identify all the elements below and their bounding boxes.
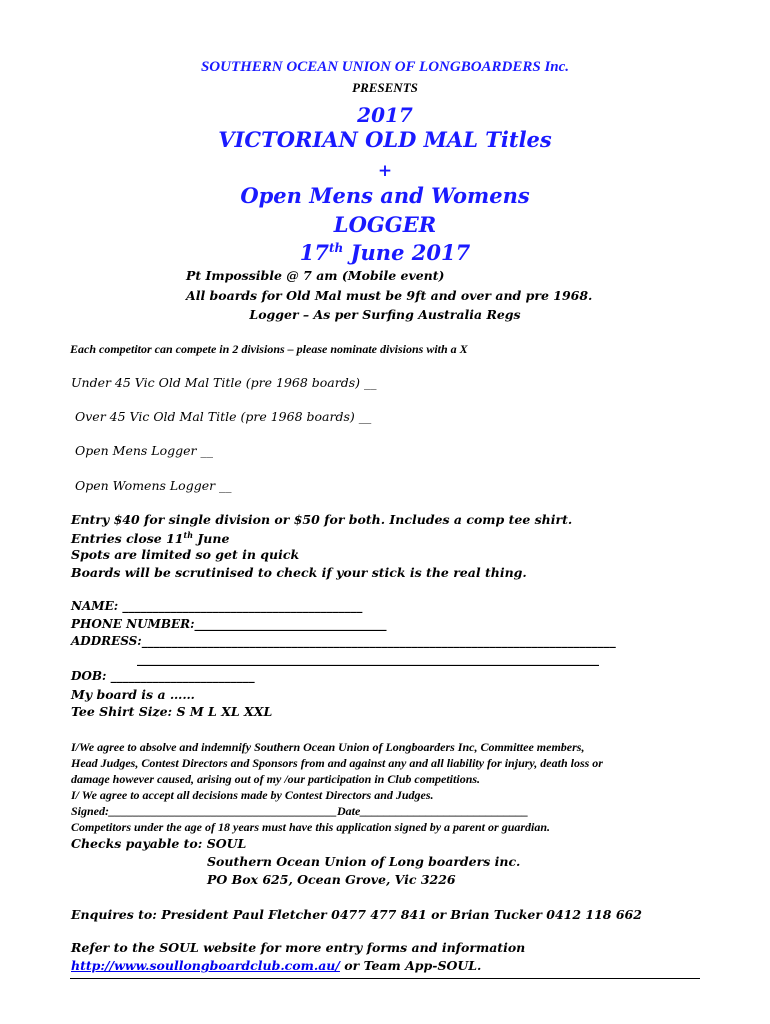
event-subtitle-1: Open Mens and Womens [240, 183, 530, 208]
waiver-line-2: Head Judges, Contest Directors and Sponsors from and against any and all liability for injury, death loss or [71, 756, 603, 770]
event-date-suffix: th [329, 241, 344, 255]
board-field[interactable]: My board is a …… [71, 687, 195, 702]
location-line: Pt Impossible @ 7 am (Mobile event) [186, 268, 445, 283]
divisions-instruction: Each competitor can compete in 2 divisions – please nominate divisions with a X [70, 342, 468, 356]
signature-field[interactable]: Signed:______________________________________Date____________________________ [71, 804, 529, 818]
footer-rule [70, 978, 700, 979]
name-field[interactable]: NAME: ________________________________________ [71, 599, 363, 613]
org-name: SOUTHERN OCEAN UNION OF LONGBOARDERS Inc. [200, 59, 570, 75]
website-suffix: or Team App-SOUL. [339, 958, 482, 973]
division-item-womens-logger: Open Womens Logger __ [75, 478, 232, 493]
boards-scrutinised: Boards will be scrutinised to check if your stick is the real thing. [71, 565, 527, 580]
logger-rule-line: Logger – As per Surfing Australia Regs [249, 307, 521, 322]
entries-close [71, 530, 229, 546]
checks-payable: Checks payable to: SOUL [71, 836, 247, 851]
minors-notice: Competitors under the age of 18 years must have this application signed by a parent or guardian. [71, 820, 551, 834]
waiver-line-3: damage however caused, arising out of my /our participation in Club competitions. [71, 772, 481, 786]
website-link[interactable]: http://www.soullongboardclub.com.au/ [71, 958, 340, 973]
plus-sign: + [377, 161, 393, 181]
website-line [71, 958, 481, 973]
enquiries-line: Enquires to: President Paul Fletcher 0477 477 841 or Brian Tucker 0412 118 662 [71, 907, 642, 922]
address-field[interactable]: ADDRESS:_______________________________________________________________________________ [71, 634, 616, 648]
division-item-mens-logger: Open Mens Logger __ [75, 443, 213, 458]
boards-rule-line: All boards for Old Mal must be 9ft and over and pre 1968. [186, 288, 593, 303]
event-year: 2017 [357, 103, 413, 127]
waiver-line-4: I/ We agree to accept all decisions made by Contest Directors and Judges. [71, 788, 434, 802]
spots-limited: Spots are limited so get in quick [71, 547, 300, 562]
division-item-over45: Over 45 Vic Old Mal Title (pre 1968 boards) __ [75, 409, 372, 424]
entries-close-post: June [193, 531, 230, 547]
entries-close-sup: th [183, 530, 194, 540]
address-field-line2[interactable]: _____________________________________________________________________________ [137, 652, 599, 666]
presents-label: PRESENTS [352, 80, 418, 95]
payee-address: PO Box 625, Ocean Grove, Vic 3226 [207, 872, 456, 887]
payee-name: Southern Ocean Union of Long boarders inc. [207, 854, 521, 869]
entries-close-pre: Entries close 11 [71, 531, 184, 547]
entry-fee: Entry $40 for single division or $50 for both. Includes a comp tee shirt. [71, 512, 573, 527]
event-date-rest: June 2017 [343, 240, 471, 265]
tee-size-field[interactable]: Tee Shirt Size: S M L XL XXL [71, 704, 273, 719]
division-item-under45: Under 45 Vic Old Mal Title (pre 1968 boards) __ [71, 375, 377, 390]
dob-field[interactable]: DOB: ________________________ [71, 669, 255, 683]
phone-field[interactable]: PHONE NUMBER:________________________________ [71, 617, 387, 631]
waiver-line-1: I/We agree to absolve and indemnify Southern Ocean Union of Longboarders Inc, Committee members, [71, 740, 585, 754]
refer-line: Refer to the SOUL website for more entry forms and information [71, 940, 526, 955]
event-subtitle-2: LOGGER [333, 212, 437, 237]
event-title: VICTORIAN OLD MAL Titles [218, 127, 552, 152]
event-date [0, 240, 770, 265]
event-date-day: 17 [299, 240, 330, 265]
